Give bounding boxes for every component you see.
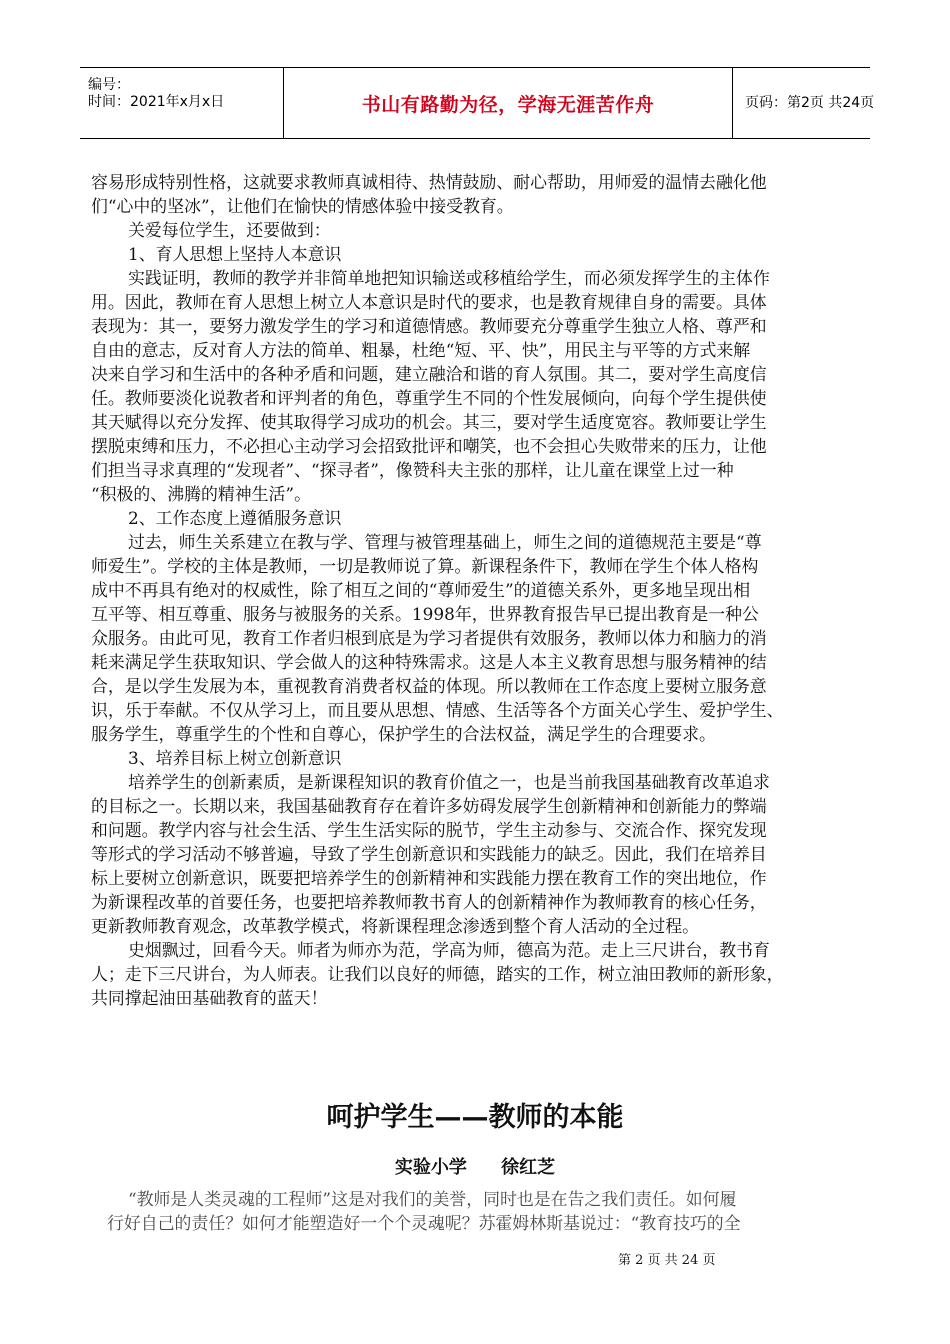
body-line: 的目标之一。长期以来，我国基础教育存在着许多妨碍发展学生创新精神和创新能力的弊端: [91, 796, 767, 816]
header-page-info: 页码：第2页 共24页: [745, 95, 875, 111]
body-line: 摆脱束缚和压力，不必担心主动学习会招致批评和嘲笑，也不会担心失败带来的压力，让他: [91, 436, 767, 456]
section-heading: 1、育人思想上坚持人本意识: [128, 244, 342, 264]
body-line: 实践证明，教师的教学并非简单地把知识输送或移植给学生，而必须发挥学生的主体作: [128, 268, 770, 288]
body-line: 关爱每位学生，还要做到：: [128, 220, 331, 240]
body-line: 共同撑起油田基础教育的蓝天！: [91, 988, 328, 1008]
body-line: “教师是人类灵魂的工程师”这是对我们的美誉，同时也是在告之我们责任。如何履: [128, 1189, 737, 1209]
article-title: 呵护学生——教师的本能: [326, 1102, 624, 1133]
body-line: 标上要树立创新意识，既要把培养学生的创新精神和实践能力摆在教育工作的突出地位，作: [91, 868, 767, 888]
header-motto-cell: [284, 68, 733, 138]
body-line: 自由的意志，反对育人方法的简单、粗暴，杜绝“短、平、快”，用民主与平等的方式来解: [91, 340, 751, 360]
author-school: 实验小学: [394, 1157, 467, 1178]
body-line: 任。教师要淡化说教者和评判者的角色，尊重学生不同的个性发展倾向，向每个学生提供使: [91, 388, 767, 408]
body-line: “积极的、沸腾的精神生活”。: [91, 484, 311, 504]
section-heading: 3、培养目标上树立创新意识: [128, 748, 342, 768]
article-byline: [0, 1153, 950, 1179]
document-number-label: 编号：: [88, 77, 130, 93]
body-line: 过去，师生关系建立在教与学、管理与被管理基础上，师生之间的道德规范主要是“尊: [128, 532, 762, 552]
body-line: 其天赋得以充分发挥、使其取得学习成功的机会。其三，要对学生适度宽容。教师要让学生: [91, 412, 767, 432]
body-line: 用。因此，教师在育人思想上树立人本意识是时代的要求，也是教育规律自身的需要。具体: [91, 292, 767, 312]
body-line: 合，是以学生发展为本，重视教育消费者权益的体现。所以教师在工作态度上要树立服务意: [91, 676, 767, 696]
body-line: 为新课程改革的首要任务，也要把培养教师教书育人的创新精神作为教师教育的核心任务，: [91, 892, 767, 912]
body-line: 表现为：其一，要努力激发学生的学习和道德情感。教师要充分尊重学生独立人格、尊严和: [91, 316, 767, 336]
body-line: 培养学生的创新素质，是新课程知识的教育价值之一，也是当前我国基础教育改革追求: [128, 772, 770, 792]
body-line: 史烟飘过，回看今天。师者为师亦为范，学高为师，德高为范。走上三尺讲台，教书育: [128, 940, 770, 960]
body-line: 决来自学习和生活中的各种矛盾和问题，建立融洽和谐的育人氛围。其二，要对学生高度信: [91, 364, 767, 384]
body-line: 识，乐于奉献。不仅从学习上，而且要从思想、情感、生活等各个方面关心学生、爱护学生、: [91, 700, 784, 720]
body-line: 师爱生”。学校的主体是教师，一切是教师说了算。新课程条件下，教师在学生个体人格构: [91, 556, 759, 576]
body-line: 们担当寻求真理的“发现者”、“探寻者”，像赞科夫主张的那样，让儿童在课堂上过一种: [91, 460, 734, 480]
header-meta-cell: [80, 68, 284, 138]
body-line: 众服务。由此可见，教育工作者归根到底是为学习者提供有效服务，教师以体力和脑力的消: [91, 628, 767, 648]
document-date-label: 时间：2021年x月x日: [88, 94, 225, 110]
page-footer: 第 2 页 共 24 页: [618, 1253, 716, 1268]
body-line: 等形式的学习活动不够普遍，导致了学生创新意识和实践能力的缺乏。因此，我们在培养目: [91, 844, 767, 864]
body-line: 们“心中的坚冰”，让他们在愉快的情感体验中接受教育。: [91, 196, 514, 216]
body-line: 行好自己的责任？如何才能塑造好一个个灵魂呢？苏霍姆林斯基说过：“教育技巧的全: [107, 1213, 741, 1233]
body-line: 容易形成特别性格，这就要求教师真诚相待、热情鼓励、耐心帮助，用师爱的温情去融化他: [91, 172, 767, 192]
body-line: 成中不再具有绝对的权威性，除了相互之间的“尊师爱生”的道德关系外，更多地呈现出相: [91, 580, 751, 600]
body-line: 服务学生，尊重学生的个性和自尊心，保护学生的合法权益，满足学生的合理要求。: [91, 724, 716, 744]
header-motto: 书山有路勤为径，学海无涯苦作舟: [361, 94, 655, 116]
body-line: 耗来满足学生获取知识、学会做人的这种特殊需求。这是人本主义教育思想与服务精神的结: [91, 652, 767, 672]
body-line: 互平等、相互尊重、服务与被服务的关系。1998年，世界教育报告早已提出教育是一种公: [91, 604, 759, 624]
body-line: 更新教师教育观念，改革教学模式，将新课程理念渗透到整个育人活动的全过程。: [91, 916, 700, 936]
section-heading: 2、工作态度上遵循服务意识: [128, 508, 342, 528]
author-name: 徐红芝: [501, 1157, 556, 1178]
header-page-cell: [733, 68, 875, 138]
body-line: 和问题。教学内容与社会生活、学生生活实际的脱节，学生主动参与、交流合作、探究发现: [91, 820, 767, 840]
body-line: 人；走下三尺讲台，为人师表。让我们以良好的师德，踏实的工作，树立油田教师的新形象，: [91, 964, 784, 984]
document-header: [80, 67, 875, 139]
